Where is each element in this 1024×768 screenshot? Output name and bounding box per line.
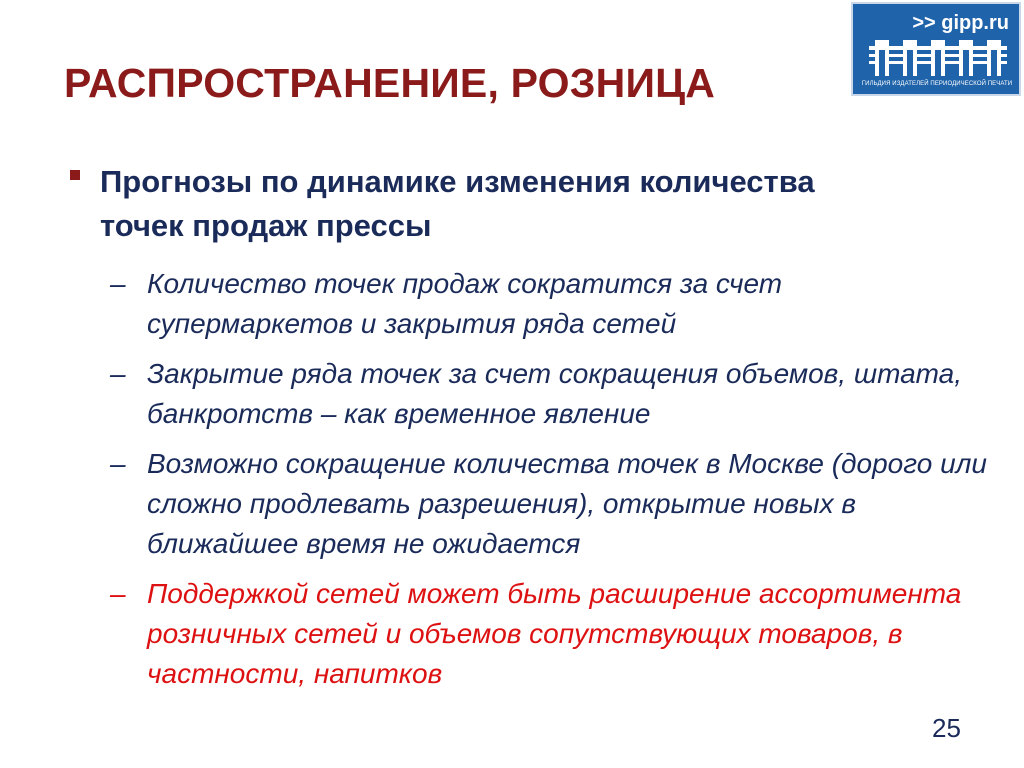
main-bullet-text: Прогнозы по динамике изменения количества точек продаж прессы: [100, 164, 815, 243]
sub-bullet-text: Возможно сокращение количества точек в Москве (дорого или сложно продлевать разрешения), открытие новых в ближайшее время не ожидается: [147, 448, 987, 559]
dash-bullet-icon: –: [110, 268, 126, 299]
logo-subtitle: ГИЛЬДИЯ ИЗДАТЕЛЕЙ ПЕРИОДИЧЕСКОЙ ПЕЧАТИ: [861, 81, 1013, 87]
sub-bullet-1: [110, 264, 990, 344]
dash-bullet-icon: –: [110, 578, 126, 609]
sub-bullet-text: Количество точек продаж сократится за счет супермаркетов и закрытия ряда сетей: [147, 268, 783, 339]
logo-url-text: >> gipp.ru: [912, 12, 1009, 34]
sub-bullet-text: Поддержкой сетей может быть расширение ассортимента розничных сетей и объемов сопутствующих товаров, в частности, напитков: [147, 578, 962, 689]
sub-bullet-text: Закрытие ряда точек за счет сокращения объемов, штата, банкротств – как временное явление: [147, 358, 963, 429]
gipp-logo-mark: [869, 40, 1007, 76]
dash-bullet-icon: –: [110, 358, 126, 389]
gipp-logo: [851, 2, 1021, 96]
sub-bullet-2: [110, 354, 990, 434]
dash-bullet-icon: –: [110, 448, 126, 479]
sub-bullet-3: [110, 444, 990, 564]
square-bullet-icon: [70, 170, 80, 180]
sub-bullet-4-highlight: [110, 574, 990, 694]
page-number: 25: [932, 713, 961, 743]
slide-title: РАСПРОСТРАНЕНИЕ, РОЗНИЦА: [64, 60, 716, 106]
